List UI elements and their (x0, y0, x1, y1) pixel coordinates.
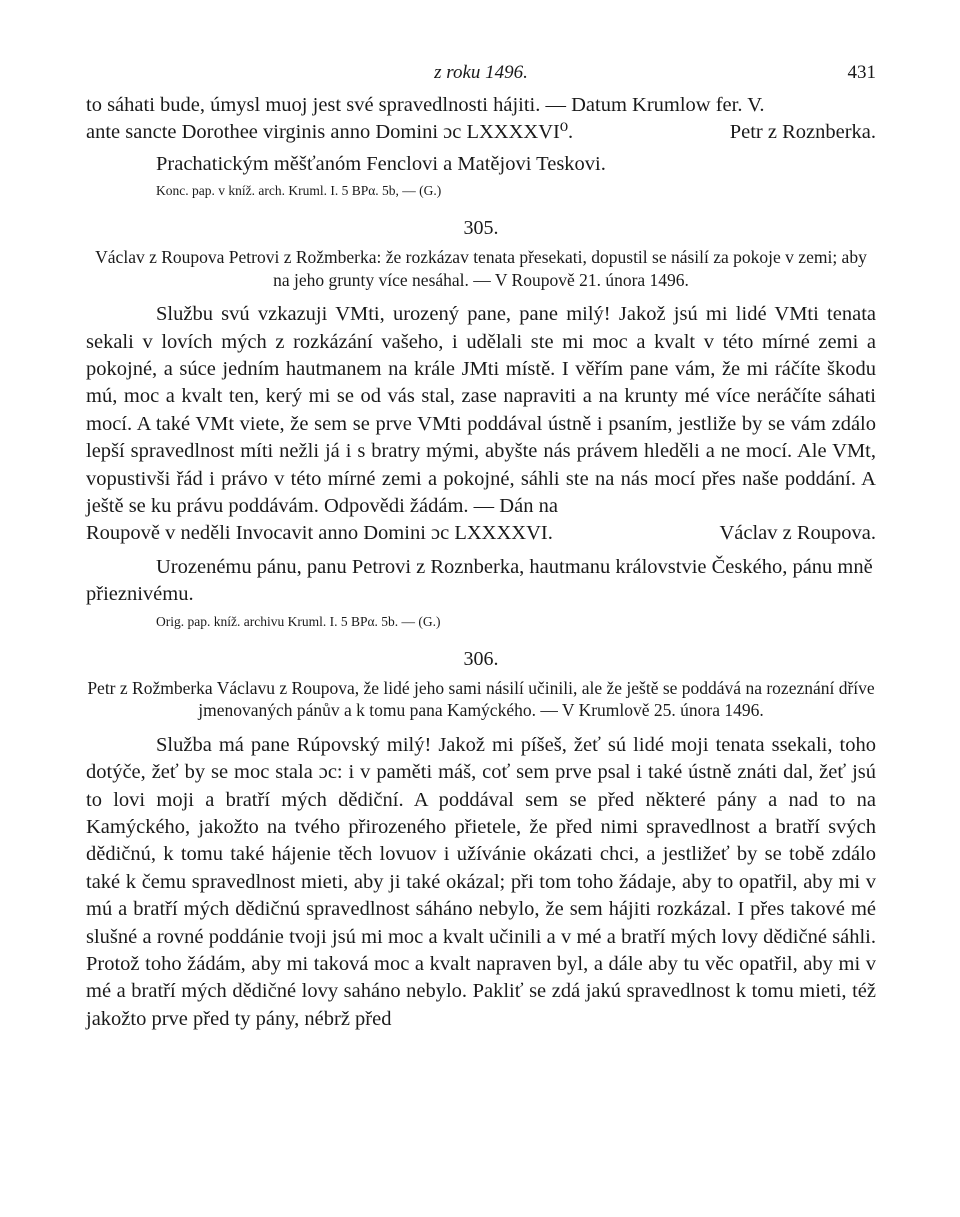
continuation-source-note: Konc. pap. v kníž. arch. Kruml. I. 5 BPα. 5b, — (G.) (156, 183, 442, 199)
document-305 (86, 217, 876, 631)
document-regest: Václav z Roupova Petrovi z Rožmberka: že rozkázav tenata přesekati, dopustil se násilí za pokoje v zemi; aby na jeho grunty více nesáhal. — V Roupově 21. února 1496. (95, 247, 867, 290)
document-306 (86, 648, 876, 1033)
document-body-last-line (86, 520, 876, 547)
document-number: 306. (463, 647, 499, 670)
document-source-note: Orig. pap. kníž. archivu Kruml. I. 5 BPα. 5b. — (G.) (156, 613, 441, 629)
document-dating: Roupově v neděli Invocavit anno Domini ɔc LXXXXVI. (86, 522, 553, 545)
running-head (86, 62, 876, 88)
document-body: Služba má pane Rúpovský milý! Jakož mi píšeš, žeť sú lidé moji tenata ssekali, toho dotýče, žeť by se moc stala ɔc: i v paměti máš, coť sem prve psal i také ústně znáti dal, žeť jsú to lovi moji a bratří mých dědiční. A poddával sem se před některé pány a nad to na Kamýckého, jakožto na tvého přirozeného přietele, že před nimi spravedlnost a bratří svých dědičnú, k tomu také hájenie těch lovuov i užívánie okázati chci, a jestližeť by se tobě zdálo také k čemu spravedlnost mieti, aby ji také okázal; při tom toho žádaje, aby to opatřil, aby mi v mú a bratří mých dědičnú spravedlnost sáháno nebylo, že sem hájiti rozkázal. I přes takové mé slušné a rovné poddánie tvoji jsú mi moc a kvalt učinili a v mé a bratří mých lovy dědičné sáhli. Protož toho žádám, aby mi taková moc a kvalt napraven byl, a dále aby tu věc opatřil, aby mi v mé a bratří mých dědičné lovy saháno nebylo. Pakliť se zdá jakú spravedlnost k tomu mieti, též jakožto prve před ty pány, nébrž před (86, 733, 876, 1030)
document-signature: Václav z Roupova. (719, 522, 876, 545)
continuation-line-1: to sáhati bude, úmysl muoj jest své spravedlnosti hájiti. — Datum Krumlow fer. V. (86, 94, 765, 116)
document-address: Urozenému pánu, panu Petrovi z Roznberka, hautmanu královstvie Českého, pánu mně přieznivému. (86, 555, 873, 606)
continuation-line-2 (86, 119, 876, 146)
running-head-title: z roku 1496. (434, 62, 528, 83)
continuation-section (86, 92, 876, 201)
continuation-address: Prachatickým měšťanóm Fenclovi a Matějovi Teskovi. (156, 152, 606, 175)
document-regest: Petr z Rožmberka Václavu z Roupova, že lidé jeho sami násilí učinili, ale že ještě se poddává na rozeznání dříve jmenovaných pánův a k tomu pana Kamýckého. — V Krumlově 25. února 1496. (87, 677, 875, 721)
continuation-signature: Petr z Roznberka. (729, 121, 876, 144)
document-number: 305. (463, 217, 499, 240)
page-number: 431 (847, 62, 876, 83)
continuation-dating: ante sancte Dorothee virginis anno Domini ɔc LXXXXVI⁰. (86, 121, 574, 144)
document-body: Službu svú vzkazuji VMti, urozený pane, pane milý! Jakož jsú mi lidé VMti tenata sekali v lovích mých z rozkázání vašeho, i udělali ste mi moc a kvalt v této mírné zemi a pokojné, a súce jedním hautmanem na krále JMti místě. I věřím pane vám, že mi ráčíte škodu mú, moc a kvalt ten, kerý mi se od vás stal, zase napraviti a na krunty mé více neráčíte sáhati mocí. A také VMt viete, že sem se prve VMti poddával ústně i psaním, jestliže by se vám zdálo lepší spravedlnost míti nežli já i s bratry mými, abyšte nás právem hleděli a ne mocí. Ale VMt, vopustivši řád i právo v této mírné zemi a pokojné, sáhli ste na nás mocí přes naše poddání. A ještě se ku právu poddávám. Odpovědi žádám. — Dán na (86, 303, 876, 518)
document-page (86, 62, 876, 1033)
